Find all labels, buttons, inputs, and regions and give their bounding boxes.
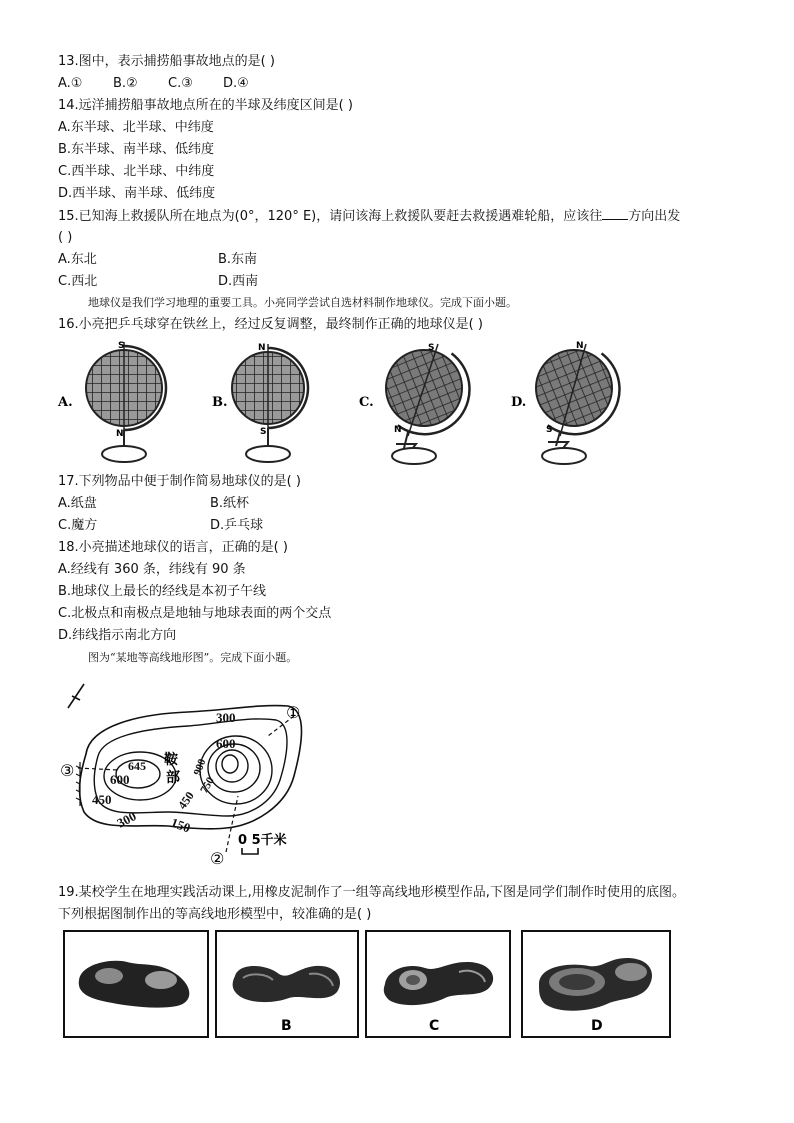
q19-stem-line1: 19.某校学生在地理实践活动课上,用橡皮泥制作了一组等高线地形模型作品,下图是同学们制作时使用的底图。 — [58, 885, 685, 900]
clay-model-a-icon — [65, 932, 207, 1036]
marker-2: ② — [210, 849, 225, 868]
model-b-label: B — [281, 1018, 292, 1034]
q16-stem: 16.小亮把乒乓球穿在铁丝上，经过反复调整，最终制作正确的地球仪是( ) — [58, 317, 483, 332]
globe-a — [57, 341, 166, 462]
q13-option-a: A.① — [58, 76, 83, 91]
contour-intro: 图为“某地等高线地形图”。完成下面小题。 — [88, 651, 298, 664]
q14-option-d: D.西半球、南半球、低纬度 — [58, 186, 216, 201]
contour-label-450-left: 450 — [92, 792, 112, 807]
saddle-label-1: 鞍 — [164, 752, 178, 768]
contour-label-750: 750 — [198, 775, 217, 796]
q18-stem: 18.小亮描述地球仪的语言，正确的是( ) — [58, 540, 288, 555]
globe-b — [212, 343, 308, 462]
q18-option-b: B.地球仪上最长的经线是本初子午线 — [58, 584, 267, 599]
q15-stem-after: 方向出发 — [628, 209, 681, 224]
globe-intro: 地球仪是我们学习地理的重要工具。小亮同学尝试自选材料制作地球仪。完成下面小题。 — [88, 296, 517, 309]
q18-option-d: D.纬线指示南北方向 — [58, 628, 177, 643]
q13-option-c: C.③ — [168, 76, 193, 91]
q18-option-c: C.北极点和南极点是地轴与地球表面的两个交点 — [58, 606, 332, 621]
globe-d — [511, 341, 631, 464]
globe-b-label: B. — [212, 395, 228, 410]
contour-label-600-left: 600 — [110, 772, 130, 787]
q15-stem — [58, 207, 680, 226]
model-figure-a — [63, 930, 209, 1038]
q15-answer-blank — [602, 207, 628, 220]
globe-d-bottom-pole: S — [546, 425, 553, 435]
q17-stem: 17.下列物品中便于制作简易地球仪的是( ) — [58, 474, 301, 489]
model-figure-d — [521, 930, 671, 1038]
q17-option-a: A.纸盘 — [58, 496, 97, 511]
contour-label-300-bottom: 300 — [114, 808, 139, 831]
clay-model-c-icon — [367, 932, 509, 1036]
q17-option-c: C.魔方 — [58, 518, 98, 533]
contour-map — [58, 676, 328, 868]
model-figure-c — [365, 930, 511, 1038]
globe-c-label: C. — [359, 395, 374, 410]
q17-option-d: D.乒乓球 — [210, 518, 264, 533]
globe-b-bottom-pole: S — [260, 427, 267, 437]
globe-a-label: A. — [58, 395, 73, 410]
globe-c-top-pole: S — [428, 343, 435, 353]
globe-a-bottom-pole: N — [116, 429, 124, 439]
globe-a-top-pole: S — [118, 341, 125, 351]
saddle-label-2: 部 — [166, 770, 180, 786]
contour-label-645: 645 — [128, 759, 146, 773]
contour-label-300-top: 300 — [216, 710, 236, 725]
q15-option-a: A.东北 — [58, 252, 97, 267]
clay-model-b-icon — [217, 932, 357, 1036]
model-c-label: C — [429, 1018, 440, 1034]
q14-option-c: C.西半球、北半球、中纬度 — [58, 164, 215, 179]
q18-option-a: A.经线有 360 条，纬线有 90 条 — [58, 562, 246, 577]
globe-c-bottom-pole: N — [394, 425, 402, 435]
q14-option-b: B.东半球、南半球、低纬度 — [58, 142, 215, 157]
north-arrow-icon — [68, 684, 84, 708]
q19-stem-line2: 下列根据图制作出的等高线地形模型中，较准确的是( ) — [58, 907, 372, 922]
model-d-label: D — [591, 1018, 603, 1034]
q13-stem: 13.图中，表示捕捞船事故地点的是( ) — [58, 54, 275, 69]
q13-option-d: D.④ — [223, 76, 249, 91]
q15-option-c: C.西北 — [58, 274, 98, 289]
q14-stem: 14.远洋捕捞船事故地点所在的半球及纬度区间是( ) — [58, 98, 353, 113]
scale-bar — [238, 832, 287, 854]
q15-option-b: B.东南 — [218, 252, 258, 267]
q17-option-b: B.纸杯 — [210, 496, 250, 511]
q15-paren: ( ) — [58, 230, 73, 245]
scale-text: 0 5千米 — [238, 833, 287, 848]
q13-option-b: B.② — [113, 76, 138, 91]
contour-label-600-right: 600 — [216, 736, 236, 751]
marker-3: ③ — [60, 761, 75, 780]
contour-label-150-bottom: 150 — [168, 814, 193, 836]
q14-option-a: A.东半球、北半球、中纬度 — [58, 120, 214, 135]
globe-d-label: D. — [511, 395, 527, 410]
clay-model-d-icon — [523, 932, 669, 1036]
marker-1: ① — [286, 703, 301, 722]
q15-stem-before: 15.已知海上救援队所在地点为(0°，120° E)，请问该海上救援队要赶去救援遇难轮船，应该往 — [58, 209, 603, 224]
globe-d-top-pole: N — [576, 341, 584, 351]
contour-label-900: 900 — [191, 757, 209, 778]
contour-label-450-right: 450 — [174, 788, 197, 812]
globe-figures — [56, 338, 656, 468]
globe-b-top-pole: N — [258, 343, 266, 353]
model-figure-b — [215, 930, 359, 1038]
globe-c — [359, 343, 481, 464]
q15-option-d: D.西南 — [218, 274, 259, 289]
